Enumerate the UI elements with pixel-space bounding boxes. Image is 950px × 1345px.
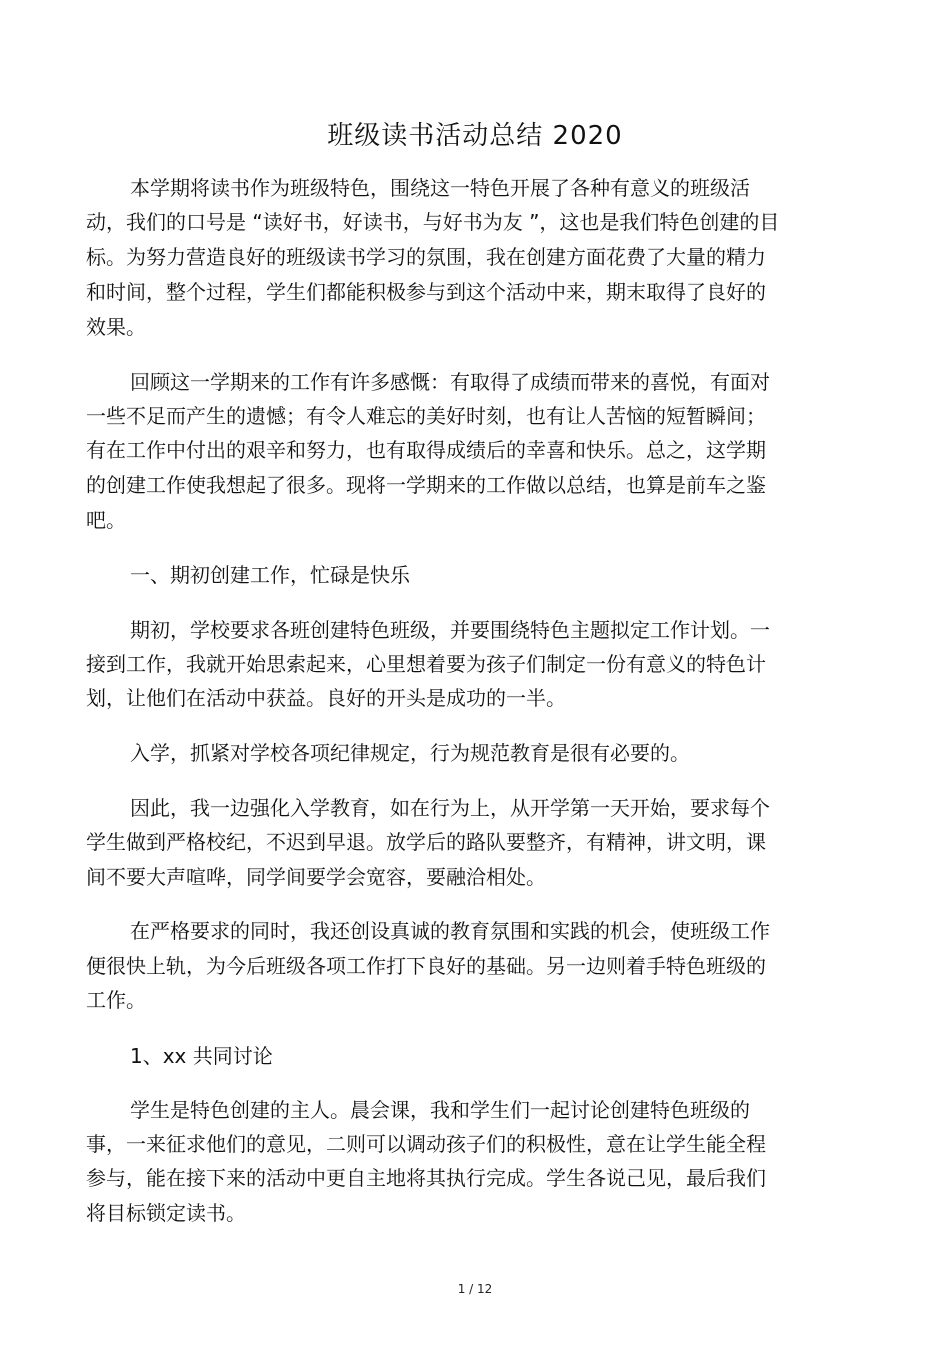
paragraph-1-line-4: 和时间，整个过程，学生们都能积极参与到这个活动中来，期末取得了良好的 xyxy=(86,280,766,304)
page-number: 1 / 12 xyxy=(457,1282,493,1296)
paragraph-7-line-2: 便很快上轨，为今后班级各项工作打下良好的基础。另一边则着手特色班级的 xyxy=(86,954,766,978)
section-heading-2: 1、xx 共同讨论 xyxy=(130,1044,273,1068)
paragraph-1-line-3: 标。为努力营造良好的班级读书学习的氛围，我在创建方面花费了大量的精力 xyxy=(86,245,766,269)
paragraph-2-line-5: 吧。 xyxy=(86,508,126,532)
paragraph-7-line-3: 工作。 xyxy=(86,988,146,1012)
paragraph-9-line-4: 将目标锁定读书。 xyxy=(86,1201,246,1225)
paragraph-9-line-1: 学生是特色创建的主人。晨会课，我和学生们一起讨论创建特色班级的 xyxy=(130,1098,750,1122)
paragraph-2-line-1: 回顾这一学期来的工作有许多感慨：有取得了成绩而带来的喜悦，有面对 xyxy=(130,370,770,394)
paragraph-6-line-3: 间不要大声喧哗，同学间要学会宽容，要融洽相处。 xyxy=(86,865,546,889)
paragraph-1-line-2: 动，我们的口号是 “读好书，好读书，与好书为友 ”，这也是我们特色创建的目 xyxy=(86,210,780,234)
paragraph-5-line-1: 入学，抓紧对学校各项纪律规定，行为规范教育是很有必要的。 xyxy=(130,741,690,765)
paragraph-4-line-1: 期初，学校要求各班创建特色班级，并要围绕特色主题拟定工作计划。一 xyxy=(130,618,770,642)
paragraph-2-line-2: 一些不足而产生的遗憾；有令人难忘的美好时刻，也有让人苦恼的短暂瞬间； xyxy=(86,404,766,428)
paragraph-2-line-4: 的创建工作使我想起了很多。现将一学期来的工作做以总结，也算是前车之鉴 xyxy=(86,473,766,497)
section-heading-1: 一、期初创建工作，忙碌是快乐 xyxy=(130,563,410,587)
paragraph-9-line-2: 事，一来征求他们的意见，二则可以调动孩子们的积极性，意在让学生能全程 xyxy=(86,1132,766,1156)
paragraph-7-line-1: 在严格要求的同时，我还创设真诚的教育氛围和实践的机会，使班级工作 xyxy=(130,919,770,943)
paragraph-6-line-1: 因此，我一边强化入学教育，如在行为上，从开学第一天开始，要求每个 xyxy=(130,796,770,820)
paragraph-6-line-2: 学生做到严格校纪，不迟到早退。放学后的路队要整齐，有精神，讲文明，课 xyxy=(86,830,766,854)
paragraph-1-line-5: 效果。 xyxy=(86,315,146,339)
paragraph-4-line-3: 划，让他们在活动中获益。良好的开头是成功的一半。 xyxy=(86,686,566,710)
paragraph-2-line-3: 有在工作中付出的艰辛和努力，也有取得成绩后的幸喜和快乐。总之，这学期 xyxy=(86,438,766,462)
paragraph-9-line-3: 参与，能在接下来的活动中更自主地将其执行完成。学生各说己见，最后我们 xyxy=(86,1166,766,1190)
paragraph-4-line-2: 接到工作，我就开始思索起来，心里想着要为孩子们制定一份有意义的特色计 xyxy=(86,652,766,676)
paragraph-1-line-1: 本学期将读书作为班级特色，围绕这一特色开展了各种有意义的班级活 xyxy=(130,176,750,200)
document-title: 班级读书活动总结 2020 xyxy=(327,121,623,151)
